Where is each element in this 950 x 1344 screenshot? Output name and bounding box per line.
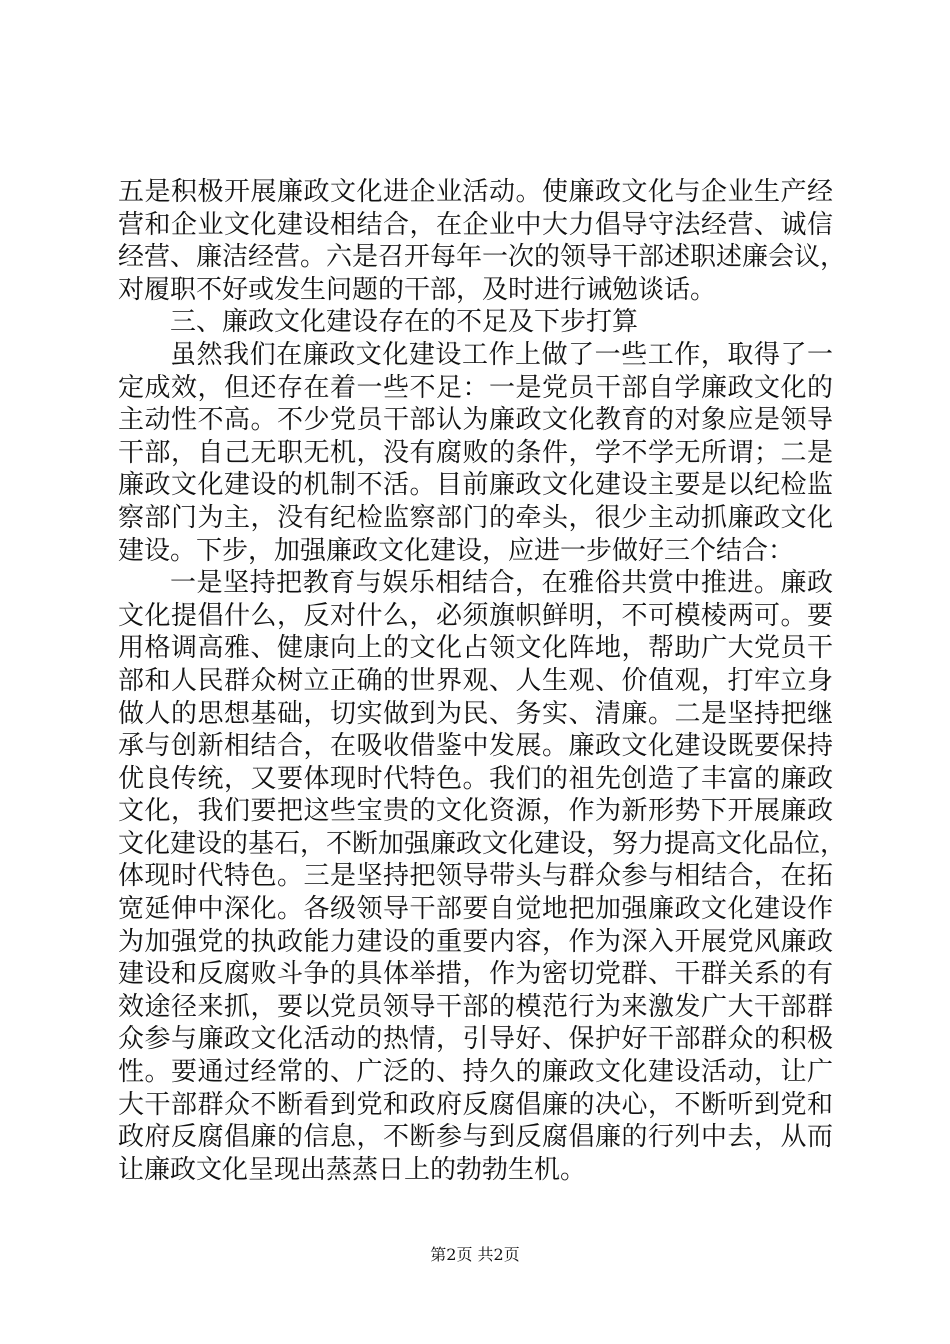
text-line: 文化，我们要把这些宝贵的文化资源，作为新形势下开展廉政 [118, 796, 833, 827]
text-line: 察部门为主，没有纪检监察部门的牵头，很少主动抓廉政文化 [118, 502, 833, 533]
text-line: 三、廉政文化建设存在的不足及下步打算 [170, 307, 639, 338]
text-line: 虽然我们在廉政文化建设工作上做了一些工作，取得了一 [170, 339, 833, 370]
text-line: 建设。下步，加强廉政文化建设，应进一步做好三个结合： [118, 535, 795, 566]
text-line: 对履职不好或发生问题的干部，及时进行诫勉谈话。 [118, 274, 717, 305]
text-line: 文化提倡什么，反对什么，必须旗帜鲜明，不可模棱两可。要 [118, 600, 833, 631]
text-line: 做人的思想基础，切实做到为民、务实、清廉。二是坚持把继 [118, 698, 833, 729]
text-line: 部和人民群众树立正确的世界观、人生观、价值观，打牢立身 [118, 665, 833, 696]
text-line: 建设和反腐败斗争的具体举措，作为密切党群、干群关系的有 [118, 959, 833, 990]
text-line: 文化建设的基石，不断加强廉政文化建设，努力提高文化品位， [118, 828, 847, 859]
paragraph [118, 339, 833, 567]
text-line: 性。要通过经常的、广泛的、持久的廉政文化建设活动，让广 [118, 1057, 833, 1088]
text-line: 效途径来抓，要以党员领导干部的模范行为来激发广大干部群 [118, 991, 833, 1022]
text-line: 干部，自己无职无机，没有腐败的条件，学不学无所谓；二是 [118, 437, 833, 468]
text-line: 用格调高雅、健康向上的文化占领文化阵地，帮助广大党员干 [118, 633, 833, 664]
text-line: 大干部群众不断看到党和政府反腐倡廉的决心，不断听到党和 [118, 1089, 833, 1120]
page-number-label: 第2页 共2页 [430, 1245, 520, 1264]
text-line: 主动性不高。不少党员干部认为廉政文化教育的对象应是领导 [118, 405, 833, 436]
text-line: 宽延伸中深化。各级领导干部要自觉地把加强廉政文化建设作 [118, 894, 833, 925]
document-body [118, 176, 847, 1186]
text-line: 定成效，但还存在着一些不足：一是党员干部自学廉政文化的 [118, 372, 833, 403]
text-line: 经营、廉洁经营。六是召开每年一次的领导干部述职述廉会议， [118, 242, 847, 273]
paragraph [118, 176, 847, 306]
page-footer [0, 1245, 950, 1265]
text-line: 政府反腐倡廉的信息，不断参与到反腐倡廉的行列中去，从而 [118, 1122, 833, 1153]
text-line: 为加强党的执政能力建设的重要内容，作为深入开展党风廉政 [118, 926, 833, 957]
paragraph [118, 567, 847, 1186]
paragraph [118, 306, 833, 339]
text-line: 承与创新相结合，在吸收借鉴中发展。廉政文化建设既要保持 [118, 731, 833, 762]
text-line: 五是积极开展廉政文化进企业活动。使廉政文化与企业生产经 [118, 177, 833, 207]
text-line: 一是坚持把教育与娱乐相结合，在雅俗共赏中推进。廉政 [170, 568, 833, 599]
text-line: 营和企业文化建设相结合，在企业中大力倡导守法经营、诚信 [118, 209, 833, 240]
text-line: 让廉政文化呈现出蒸蒸日上的勃勃生机。 [118, 1154, 587, 1185]
text-line: 众参与廉政文化活动的热情，引导好、保护好干部群众的积极 [118, 1024, 833, 1055]
text-line: 优良传统，又要体现时代特色。我们的祖先创造了丰富的廉政 [118, 763, 833, 794]
text-line: 体现时代特色。三是坚持把领导带头与群众参与相结合，在拓 [118, 861, 833, 892]
text-line: 廉政文化建设的机制不活。目前廉政文化建设主要是以纪检监 [118, 470, 833, 501]
